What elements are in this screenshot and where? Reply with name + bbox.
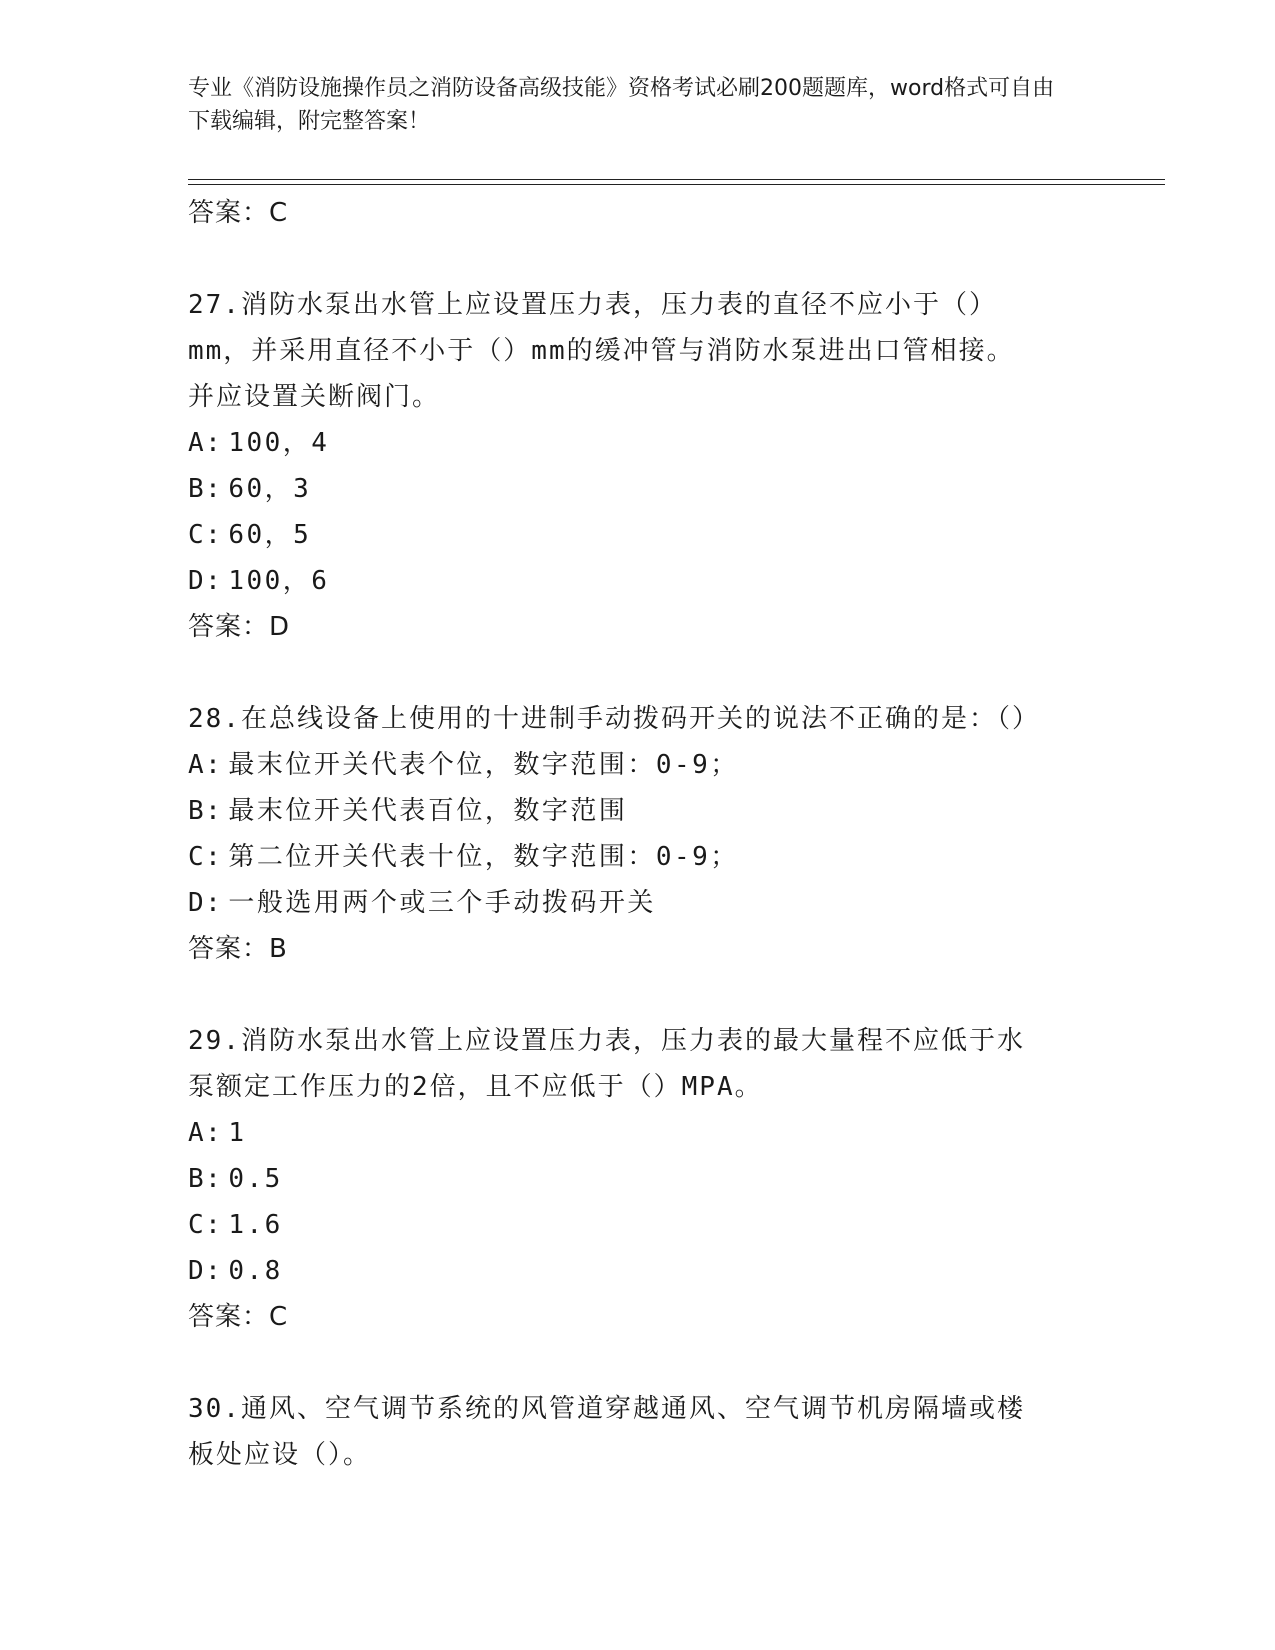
option-a: A: 1: [188, 1118, 247, 1148]
option-a: A: 100，4: [188, 428, 330, 458]
option-d: D: 0.8: [188, 1256, 283, 1286]
answer-line: [188, 1294, 1088, 1340]
answer-value: B: [269, 934, 287, 964]
option-c: C: 60，5: [188, 520, 312, 550]
document-header: 专业《消防设施操作员之消防设备高级技能》资格考试必刷200题题库，word格式可自由下载编辑，附完整答案！: [188, 76, 1055, 134]
answer-value: C: [269, 1302, 288, 1332]
option-d: D: 一般选用两个或三个手动拨码开关: [188, 888, 656, 918]
answer-line: [188, 926, 1088, 972]
answer-label: 答案：: [188, 1302, 270, 1332]
answer-line: [188, 190, 1088, 236]
option-b: B: 0.5: [188, 1164, 283, 1194]
header-divider-line-2: [188, 184, 1165, 185]
question-stem: 29.消防水泵出水管上应设置压力表，压力表的最大量程不应低于水泵额定工作压力的2倍，且不应低于（）MPA。: [188, 1026, 1025, 1102]
option-c: C: 1.6: [188, 1210, 283, 1240]
question-28: [188, 696, 1088, 972]
answer-label: 答案：: [188, 612, 270, 642]
question-30: [188, 1386, 1088, 1478]
answer-line: [188, 604, 1088, 650]
answer-value: D: [269, 612, 290, 642]
header-divider-line: [188, 179, 1165, 180]
question-stem: 30.通风、空气调节系统的风管道穿越通风、空气调节机房隔墙或楼板处应设（）。: [188, 1394, 1025, 1470]
option-b: B: 60，3: [188, 474, 312, 504]
question-stem: 28.在总线设备上使用的十进制手动拨码开关的说法不正确的是：（）: [188, 704, 1040, 734]
answer-label: 答案：: [188, 934, 270, 964]
option-b: B: 最末位开关代表百位，数字范围: [188, 796, 628, 826]
question-stem: 27.消防水泵出水管上应设置压力表，压力表的直径不应小于（）mm，并采用直径不小于（）mm的缓冲管与消防水泵进出口管相接。并应设置关断阀门。: [188, 290, 1015, 412]
answer-value: C: [269, 198, 288, 228]
option-a: A: 最末位开关代表个位，数字范围：0-9；: [188, 750, 739, 780]
question-list: [188, 190, 1088, 1478]
question-27: [188, 282, 1088, 650]
option-c: C: 第二位开关代表十位，数字范围：0-9；: [188, 842, 739, 872]
option-d: D: 100，6: [188, 566, 330, 596]
question-29: [188, 1018, 1088, 1340]
answer-label: 答案：: [188, 198, 270, 228]
